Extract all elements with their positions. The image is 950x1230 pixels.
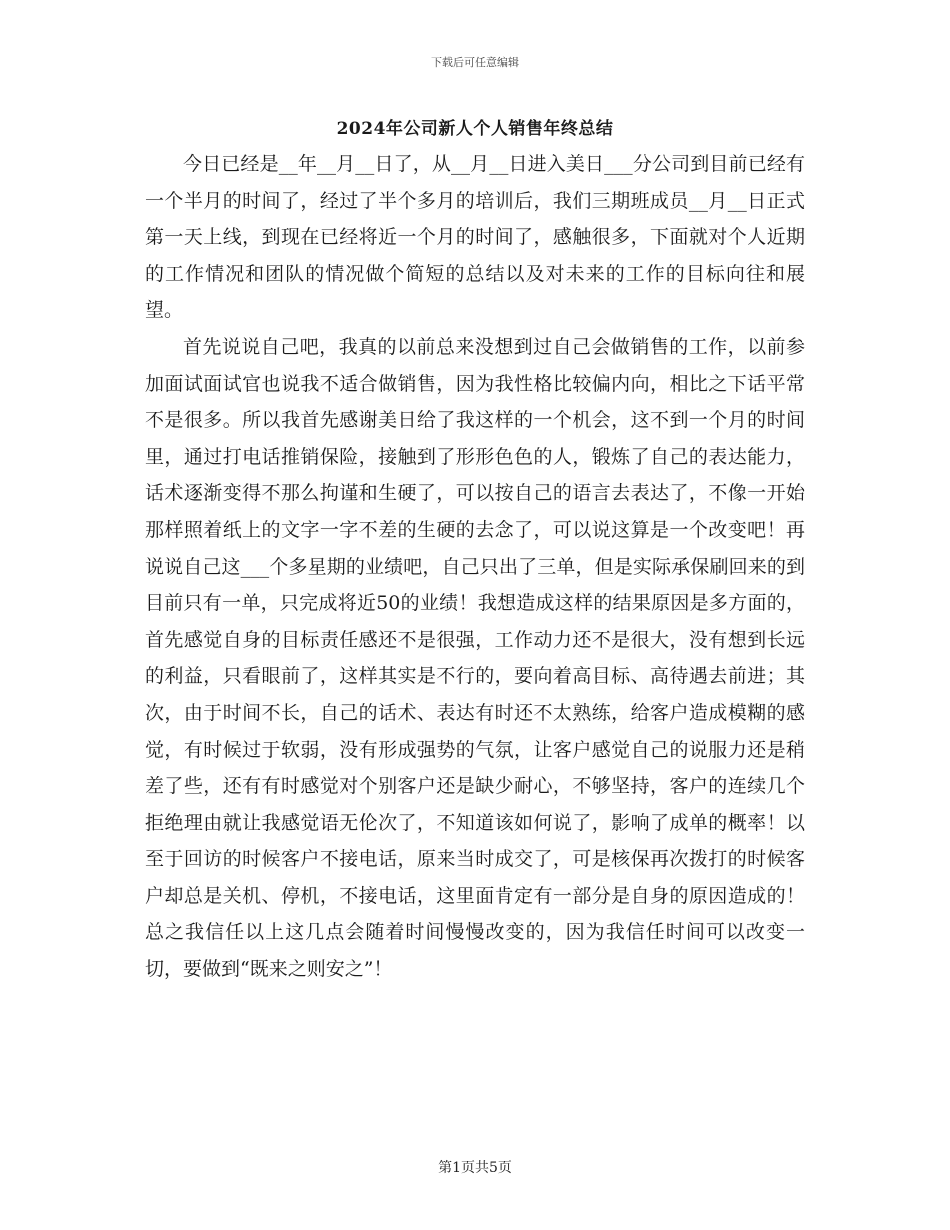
paragraph-intro: 今日已经是__年__月__日了，从__月__日进入美日___分公司到目前已经有一个半月的时间了，经过了半个多月的培训后，我们三期班成员__月__日正式第一天上线，到现在已经将近一个月的时间了，感触很多，下面就对个人近期的工作情况和团队的情况做个简短的总结以及对未来的工作的目标向往和展望。 [145, 153, 805, 322]
page-footer: 第1页共5页 [438, 1160, 512, 1176]
paragraph-self-review: 首先说说自己吧，我真的以前总来没想到过自己会做销售的工作，以前参加面试面试官也说我不适合做销售，因为我性格比较偏内向，相比之下话平常不是很多。所以我首先感谢美日给了我这样的一个机会，这不到一个月的时间里，通过打电话推销保险，接触到了形形色色的人，锻炼了自己的表达能力，话术逐渐变得不那么拘谨和生硬了，可以按自己的语言去表达了，不像一开始那样照着纸上的文字一字不差的生硬的去念了，可以说这算是一个改变吧！再说说自己这___个多星期的业绩吧，自己只出了三单，但是实际承保刷回来的到目前只有一单，只完成将近50的业绩！我想造成这样的结果原因是多方面的，首先感觉自身的目标责任感还不是很强，工作动力还不是很大，没有想到长远的利益，只看眼前了，这样其实是不行的，要向着高目标、高待遇去前进；其次，由于时间不长，自己的话术、表达有时还不太熟练，给客户造成模糊的感觉，有时候过于软弱，没有形成强势的气氛，让客户感觉自己的说服力还是稍差了些，还有有时感觉对个别客户还是缺少耐心，不够坚持，客户的连续几个拒绝理由就让我感觉语无伦次了，不知道该如何说了，影响了成单的概率！以至于回访的时候客户不接电话，原来当时成交了，可是核保再次拨打的时候客户却总是关机、停机，不接电话，这里面肯定有一部分是自身的原因造成的！总之我信任以上这几点会随着时间慢慢改变的，因为我信任时间可以改变一切，要做到“既来之则安之”！ [145, 335, 805, 981]
document-body [145, 146, 805, 988]
document-title: 2024年公司新人个人销售年终总结 [336, 119, 614, 139]
header-note: 下载后可任意编辑 [431, 56, 519, 69]
